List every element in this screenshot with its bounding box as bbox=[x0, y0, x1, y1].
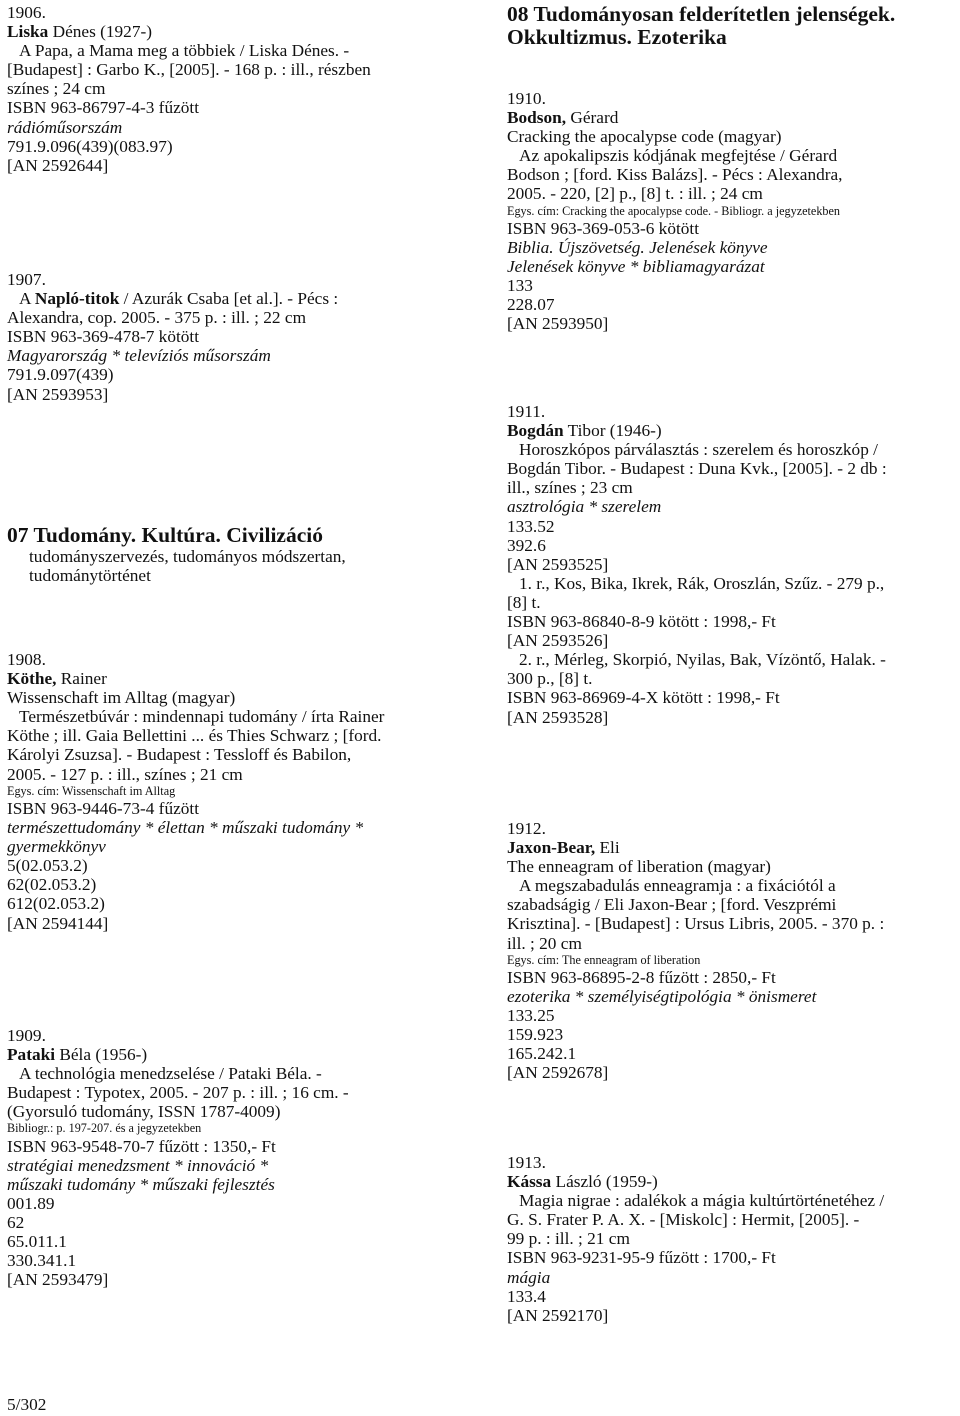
entry-note: Egys. cím: Cracking the apocalypse code. - Bibliogr. a jegyzetekben bbox=[507, 203, 841, 218]
entry-isbn: ISBN 963-9446-73-4 fűzött bbox=[7, 798, 199, 818]
entry-note: Egys. cím: The enneagram of liberation bbox=[507, 952, 701, 967]
entry-an-code: [AN 2593479] bbox=[7, 1270, 109, 1290]
volume-line: 1. r., Kos, Bika, Ikrek, Rák, Oroszlán, Szűz. - 279 p., bbox=[519, 573, 885, 593]
entry-author: Bogdán Tibor (1946-) bbox=[507, 421, 662, 441]
volume-isbn: ISBN 963-86840-8-9 kötött : 1998,- Ft bbox=[507, 612, 776, 632]
entry-title-line: Magia nigrae : adalékok a mágia kultúrtörténetéhez / bbox=[519, 1191, 885, 1211]
entry-code: 165.242.1 bbox=[507, 1044, 577, 1064]
entry-an-code: [AN 2593525] bbox=[507, 554, 609, 574]
entry-title-line: A megszabadulás enneagramja : a fixációtól a bbox=[519, 876, 836, 896]
entry-text-line: Köthe ; ill. Gaia Bellettini ... és Thies Schwarz ; [ford. bbox=[7, 726, 382, 746]
entry-subject: rádióműsorszám bbox=[7, 117, 123, 137]
entry-uniform-title: Wissenschaft im Alltag (magyar) bbox=[7, 688, 236, 708]
entry-series: (Gyorsuló tudomány, ISSN 1787-4009) bbox=[7, 1102, 281, 1122]
entry-an-code: [AN 2592678] bbox=[507, 1063, 609, 1083]
entry-subject: gyermekkönyv bbox=[7, 837, 106, 857]
entry-number: 1913. bbox=[507, 1153, 546, 1172]
entry-author: Pataki Béla (1956-) bbox=[7, 1045, 148, 1065]
entry-code: 65.011.1 bbox=[7, 1232, 67, 1252]
entry-isbn: ISBN 963-369-478-7 kötött bbox=[7, 327, 200, 347]
entry-number: 1906. bbox=[7, 3, 46, 22]
entry-text-line: 2005. - 127 p. : ill., színes ; 21 cm bbox=[7, 764, 243, 784]
entry-number: 1909. bbox=[7, 1026, 46, 1045]
entry-code: 392.6 bbox=[507, 535, 546, 555]
entry-isbn: ISBN 963-9548-70-7 fűzött : 1350,- Ft bbox=[7, 1136, 276, 1156]
entry-code: 330.341.1 bbox=[7, 1251, 77, 1271]
entry-text-line: 99 p. : ill. ; 21 cm bbox=[507, 1229, 630, 1249]
entry-subject: Jelenések könyve * bibliamagyarázat bbox=[507, 257, 765, 277]
entry-code: 133 bbox=[507, 276, 533, 296]
entry-text-line: színes ; 24 cm bbox=[7, 79, 106, 99]
catalog-entry-1909 bbox=[7, 1026, 467, 1290]
entry-number: 1907. bbox=[7, 270, 46, 289]
catalog-entry-1907 bbox=[7, 270, 467, 404]
entry-text-line: Károlyi Zsuzsa]. - Budapest : Tessloff és Babilon, bbox=[7, 745, 352, 765]
entry-number: 1912. bbox=[507, 819, 546, 838]
entry-text-line: [Budapest] : Garbo K., [2005]. - 168 p. : ill., részben bbox=[7, 60, 371, 80]
entry-code: 5(02.053.2) bbox=[7, 856, 88, 876]
entry-author: Bodson, Gérard bbox=[507, 108, 619, 128]
entry-subject: természettudomány * élettan * műszaki tudomány * bbox=[7, 818, 364, 838]
entry-author: Kássa László (1959-) bbox=[507, 1172, 658, 1192]
entry-text-line: ill., színes ; 23 cm bbox=[507, 478, 633, 498]
entry-text-line: Bogdán Tibor. - Budapest : Duna Kvk., [2005]. - 2 db : bbox=[507, 459, 887, 479]
section-title: 08 Tudományosan felderítetlen jelenségek. Okkultizmus. Ezoterika bbox=[507, 2, 896, 49]
entry-subject: Magyarország * televíziós műsorszám bbox=[7, 346, 271, 366]
entry-author: Liska Dénes (1927-) bbox=[7, 22, 152, 42]
section-title: 07 Tudomány. Kultúra. Civilizáció bbox=[7, 523, 323, 547]
entry-text-line: Bodson ; [ford. Kiss Balázs]. - Pécs : Alexandra, bbox=[507, 165, 843, 185]
entry-code: 133.4 bbox=[507, 1286, 546, 1306]
volume-an-code: [AN 2593528] bbox=[507, 707, 609, 727]
entry-title-line: A technológia menedzselése / Pataki Béla. - bbox=[19, 1064, 322, 1084]
entry-an-code: [AN 2594144] bbox=[7, 913, 109, 933]
entry-title-line: Természetbúvár : mindennapi tudomány / írta Rainer bbox=[19, 707, 385, 727]
entry-isbn: ISBN 963-9231-95-9 fűzött : 1700,- Ft bbox=[507, 1248, 776, 1268]
page-number: 5/302 bbox=[7, 1395, 47, 1414]
entry-title-line: Az apokalipszis kódjának megfejtése / Gérard bbox=[519, 146, 838, 166]
entry-code: 791.9.096(439)(083.97) bbox=[7, 136, 173, 156]
entry-an-code: [AN 2593950] bbox=[507, 314, 609, 334]
entry-isbn: ISBN 963-86797-4-3 fűzött bbox=[7, 98, 199, 118]
section-subtitle: tudományszervezés, tudományos módszertan, tudománytörténet bbox=[29, 547, 346, 586]
volume-line: [8] t. bbox=[507, 592, 541, 612]
entry-text-line: Alexandra, cop. 2005. - 375 p. : ill. ; 22 cm bbox=[7, 308, 307, 328]
entry-text-line: G. S. Frater P. A. X. - [Miskolc] : Hermit, [2005]. - bbox=[507, 1210, 860, 1230]
entry-title-line: A Papa, a Mama meg a többiek / Liska Dénes. - bbox=[19, 41, 350, 61]
entry-code: 62(02.053.2) bbox=[7, 875, 97, 895]
entry-code: 228.07 bbox=[507, 295, 555, 315]
catalog-entry-1908 bbox=[7, 650, 467, 933]
entry-an-code: [AN 2593953] bbox=[7, 384, 109, 404]
entry-author: Köthe, Rainer bbox=[7, 669, 107, 689]
volume-line: 300 p., [8] t. bbox=[507, 669, 593, 689]
entry-number: 1911. bbox=[507, 402, 546, 421]
entry-note: Egys. cím: Wissenschaft im Alltag bbox=[7, 783, 176, 798]
entry-text-line: ill. ; 20 cm bbox=[507, 933, 582, 953]
entry-subject: stratégiai menedzsment * innováció * bbox=[7, 1155, 269, 1175]
entry-an-code: [AN 2592170] bbox=[507, 1305, 609, 1325]
entry-isbn: ISBN 963-369-053-6 kötött bbox=[507, 218, 700, 238]
entry-code: 791.9.097(439) bbox=[7, 365, 114, 385]
entry-code: 62 bbox=[7, 1213, 25, 1233]
entry-number: 1908. bbox=[7, 650, 46, 669]
entry-text-line: 2005. - 220, [2] p., [8] t. : ill. ; 24 cm bbox=[507, 184, 763, 204]
section-heading-07 bbox=[7, 524, 467, 585]
entry-code: 612(02.053.2) bbox=[7, 894, 105, 914]
entry-subject: műszaki tudomány * műszaki fejlesztés bbox=[7, 1174, 275, 1194]
entry-uniform-title: The enneagram of liberation (magyar) bbox=[507, 857, 771, 877]
entry-isbn: ISBN 963-86895-2-8 fűzött : 2850,- Ft bbox=[507, 967, 776, 987]
volume-an-code: [AN 2593526] bbox=[507, 631, 609, 651]
entry-text-line: szabadságig / Eli Jaxon-Bear ; [ford. Veszprémi bbox=[507, 895, 837, 915]
entry-subject: ezoterika * személyiségtipológia * önismeret bbox=[507, 987, 817, 1007]
catalog-entry-1911 bbox=[507, 402, 957, 727]
catalog-entry-1906 bbox=[7, 3, 467, 175]
entry-subject: asztrológia * szerelem bbox=[507, 497, 662, 517]
entry-note: Bibliogr.: p. 197-207. és a jegyzetekben bbox=[7, 1121, 202, 1136]
entry-uniform-title: Cracking the apocalypse code (magyar) bbox=[507, 127, 782, 147]
entry-code: 001.89 bbox=[7, 1194, 55, 1214]
entry-code: 133.25 bbox=[507, 1006, 555, 1026]
entry-code: 133.52 bbox=[507, 516, 555, 536]
entry-number: 1910. bbox=[507, 89, 546, 108]
volume-line: 2. r., Mérleg, Skorpió, Nyilas, Bak, Vízöntő, Halak. - bbox=[519, 650, 886, 670]
catalog-entry-1910 bbox=[507, 89, 957, 333]
entry-code: 159.923 bbox=[507, 1025, 564, 1045]
catalog-entry-1913 bbox=[507, 1153, 957, 1325]
entry-text-line: Budapest : Typotex, 2005. - 207 p. : ill. ; 16 cm. - bbox=[7, 1083, 349, 1103]
entry-subject: Biblia. Újszövetség. Jelenések könyve bbox=[507, 237, 768, 257]
entry-an-code: [AN 2592644] bbox=[7, 155, 109, 175]
entry-author: Jaxon-Bear, Eli bbox=[507, 838, 620, 858]
entry-title-line: Horoszkópos párválasztás : szerelem és horoszkóp / bbox=[519, 440, 878, 460]
entry-subject: mágia bbox=[507, 1267, 551, 1287]
entry-title-line: A Napló-titok / Azurák Csaba [et al.]. - Pécs : bbox=[19, 289, 339, 309]
section-heading-08 bbox=[507, 3, 957, 49]
entry-text-line: Krisztina]. - [Budapest] : Ursus Libris, 2005. - 370 p. : bbox=[507, 914, 885, 934]
catalog-entry-1912 bbox=[507, 819, 957, 1083]
volume-isbn: ISBN 963-86969-4-X kötött : 1998,- Ft bbox=[507, 688, 780, 708]
